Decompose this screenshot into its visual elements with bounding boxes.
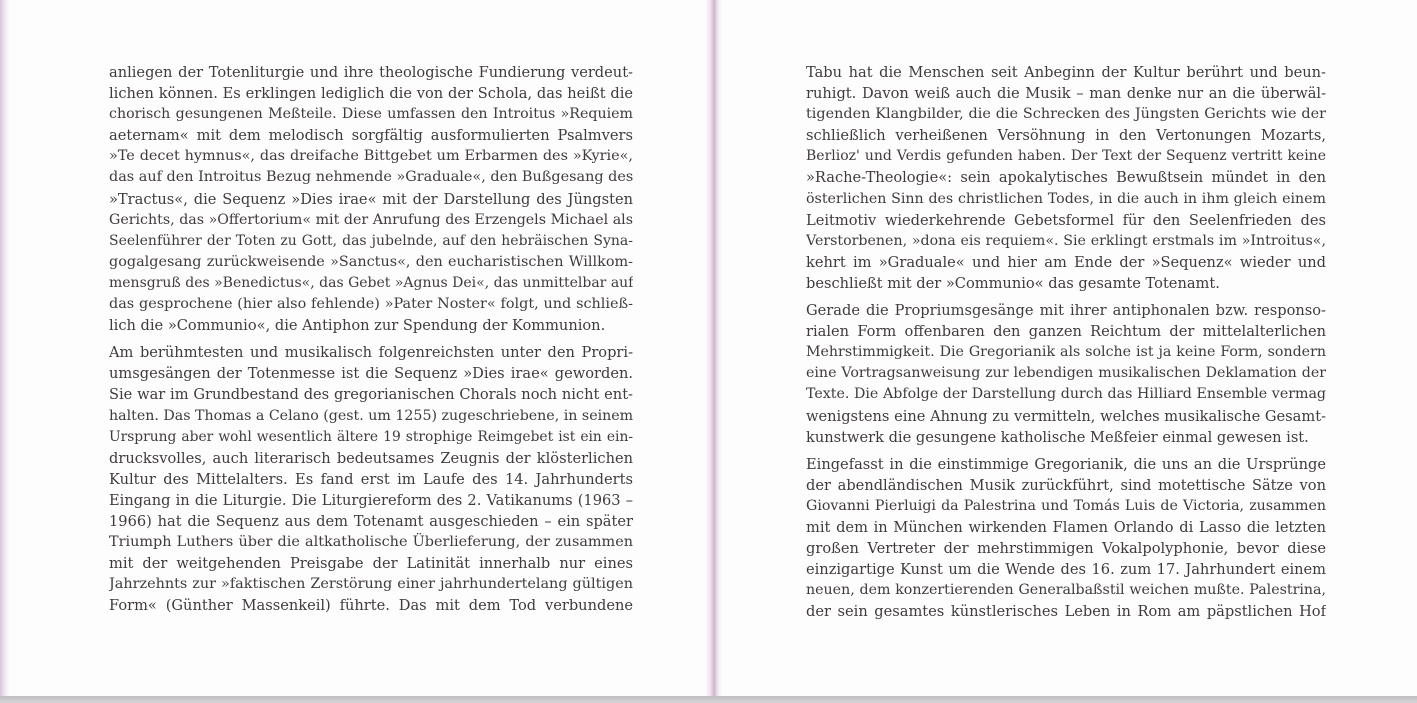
text-line: Gerichts, das »Offertorium« mit der Anrufung des Erzengels Michael als [109, 211, 633, 228]
text-line: das auf den Introitus Bezug nehmende »Graduale«, den Bußgesang des [109, 169, 633, 186]
text-line: Gerade die Propriumsgesänge mit ihrer antiphonalen bzw. responso- [806, 302, 1326, 320]
text-line: wenigstens eine Ahnung zu vermitteln, welches musikalische Gesamt- [806, 407, 1326, 425]
text-line: Verstorbenen, »dona eis requiem«. Sie erklingt erstmals im »Introitus«, [806, 232, 1326, 249]
text-line: Am berühmtesten und musikalisch folgenreichsten unter den Propri- [109, 344, 633, 362]
right-paragraph-2 [806, 300, 1326, 448]
text-line: Eingefasst in die einstimmige Gregorianik, die uns an die Ursprünge [806, 455, 1326, 473]
text-line: Texte. Die Abfolge der Darstellung durch das Hilliard Ensemble vermag [806, 386, 1326, 403]
right-paragraph-1 [806, 62, 1326, 294]
text-line: chorisch gesungenen Meßteile. Diese umfassen den Introitus »Requiem [109, 106, 633, 123]
text-line: großen Vertreter der mehrstimmigen Vokalpolyphonie, bevor diese [806, 540, 1326, 558]
text-line: mensgruß des »Benedictus«, das Gebet »Agnus Dei«, das unmittelbar auf [109, 274, 633, 291]
text-line: halten. Das Thomas a Celano (gest. um 1255) zugeschriebene, in seinem [109, 407, 633, 424]
left-paragraph-1 [109, 62, 633, 336]
text-line: drucksvolles, auch literarisch bedeutsames Zeugnis der klösterlichen [109, 449, 633, 467]
text-line: kunstwerk die gesungene katholische Meßfeier einmal gewesen ist. [806, 428, 1309, 446]
text-line: eine Vortragsanweisung zur lebendigen musikalischen Deklamation der [806, 365, 1326, 382]
text-line: kehrt im »Graduale« und hier am Ende der »Sequenz« wieder und [806, 253, 1326, 271]
text-line: schließlich verheißenen Versöhnung in den Vertonungen Mozarts, [806, 127, 1326, 145]
text-line: Leitmotiv wiederkehrende Gebetsformel für den Seelenfrieden des [806, 211, 1326, 229]
text-line: rialen Form offenbaren den ganzen Reichtum der mittelalterlichen [806, 323, 1326, 341]
text-line: der abendländischen Musik zurückführt, sind motettische Sätze von [806, 476, 1326, 494]
text-line: Kultur des Mittelalters. Es fand erst im Laufe des 14. Jahrhunderts [109, 470, 633, 488]
text-line: Eingang in die Liturgie. Die Liturgiereform des 2. Vatikanums (1963 – [109, 491, 633, 509]
text-line: neuen, dem konzertierenden Generalbaßstil weichen mußte. Palestrina, [806, 582, 1326, 599]
text-line: »Tractus«, die Sequenz »Dies irae« mit der Darstellung des Jüngsten [109, 190, 633, 208]
text-line: »Rache-Theologie«: sein apokalytisches Bewußtsein mündet in den [806, 169, 1326, 187]
text-line: Tabu hat die Menschen seit Anbeginn der Kultur berührt und beun- [806, 64, 1326, 81]
text-line: das gesprochene (hier also fehlende) »Pater Noster« folgt, und schließ- [109, 296, 633, 313]
text-line: anliegen der Totenliturgie und ihre theologische Fundierung verdeut- [109, 64, 633, 81]
text-line: 1966) hat die Sequenz aus dem Totenamt ausgeschieden – ein später [109, 512, 633, 530]
text-line: österlichen Sinn des christlichen Todes, in die auch in ihm gleich einem [806, 190, 1326, 207]
left-paragraph-2 [109, 342, 633, 616]
text-line: mit dem in München wirkenden Flamen Orlando di Lasso die letzten [806, 518, 1326, 536]
text-line: umsgesängen der Totenmesse ist die Sequenz »Dies irae« geworden. [109, 365, 633, 383]
scan-bottom-edge [0, 696, 1417, 703]
text-line: lich die »Communio«, die Antiphon zur Spendung der Kommunion. [109, 317, 606, 335]
text-line: Seelenführer der Toten zu Gott, das jubelnde, auf den hebräischen Syna- [109, 232, 633, 249]
text-line: tigenden Klangbilder, die die Schrecken des Jüngsten Gerichts wie der [806, 106, 1326, 123]
text-line: Sie war im Grundbestand des gregorianischen Chorals noch nicht ent- [109, 386, 633, 404]
text-line: gogalgesang zurückweisende »Sanctus«, den eucharistischen Willkom- [109, 253, 633, 270]
page-edge-left [0, 0, 10, 696]
text-line: Triumph Luthers über die altkatholische Überlieferung, der zusammen [109, 534, 633, 551]
text-line: Form« (Günther Massenkeil) führte. Das mit dem Tod verbundene [109, 597, 633, 615]
text-line: Jahrzehnts zur »faktischen Zerstörung einer jahrhundertelang gültigen [109, 576, 633, 593]
left-page [109, 62, 633, 622]
text-line: Mehrstimmigkeit. Die Gregorianik als solche ist ja keine Form, sondern [806, 344, 1326, 361]
text-line: Giovanni Pierluigi da Palestrina und Tomás Luis de Victoria, zusammen [806, 497, 1326, 514]
text-line: der sein gesamtes künstlerisches Leben in Rom am päpstlichen Hof [806, 603, 1326, 621]
book-gutter [705, 0, 723, 696]
text-line: einzigartige Kunst um die Wende des 16. zum 17. Jahrhundert einem [806, 561, 1326, 579]
right-paragraph-3 [806, 454, 1326, 623]
text-line: aeternam« mit dem melodisch sorgfältig ausformulierten Psalmvers [109, 127, 633, 145]
text-line: »Te decet hymnus«, das dreifache Bittgebet um Erbarmen des »Kyrie«, [109, 148, 633, 165]
text-line: beschließt mit der »Communio« das gesamte Totenamt. [806, 274, 1220, 292]
text-line: mit der weitgehenden Preisgabe der Latinität innerhalb nur eines [109, 555, 633, 573]
text-line: Ursprung aber wohl wesentlich ältere 19 strophige Reimgebet ist ein ein- [109, 428, 633, 445]
text-line: ruhigt. Davon weiß auch die Musik – man denke nur an die überwäl- [806, 85, 1326, 103]
text-line: Berlioz' und Verdis gefunden haben. Der Text der Sequenz vertritt keine [806, 148, 1326, 165]
right-page [806, 62, 1326, 628]
text-line: lichen können. Es erklingen lediglich die von der Schola, das heißt die [109, 85, 633, 103]
